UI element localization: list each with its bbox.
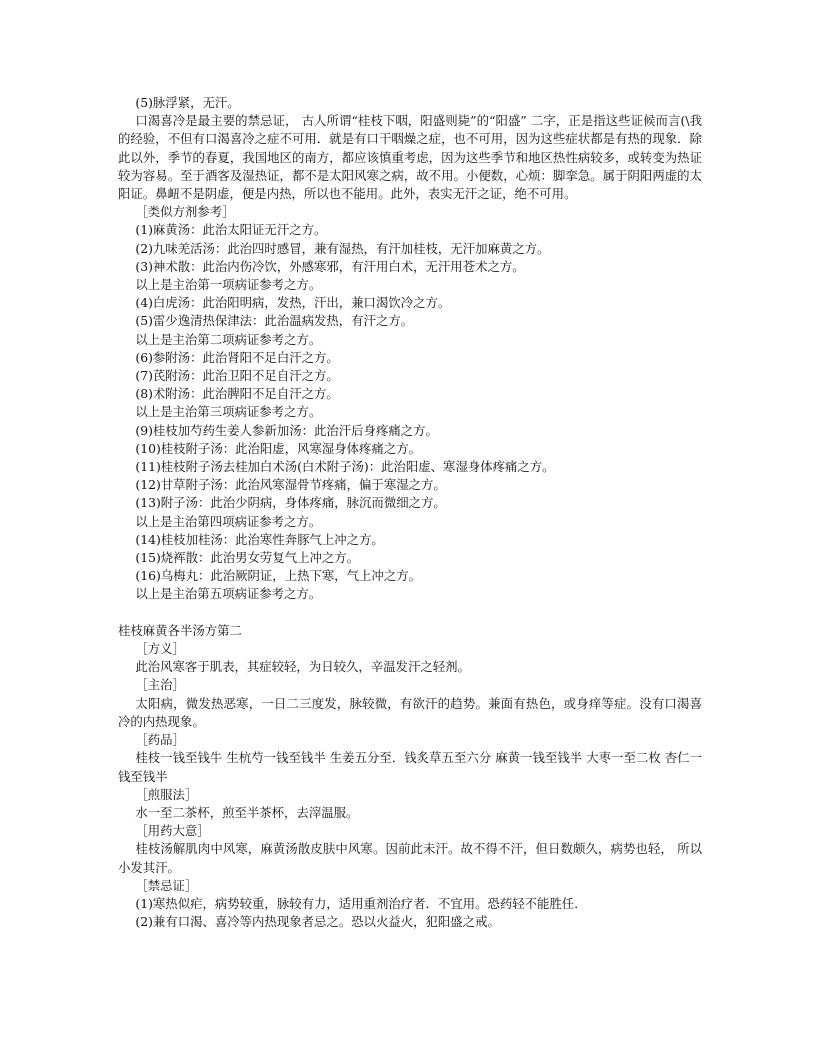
pulse-item: (5)脉浮紧，无汗。 [135, 95, 240, 110]
jianfu-heading: ［煎服法］ [135, 786, 198, 802]
similar-formulas-heading: ［类似方剂参考］ [135, 204, 235, 220]
section-gap [118, 604, 702, 622]
ref-item: (2)九味羌活汤：此治四时感冒，兼有湿热，有汗加桂枝，无汗加麻黄之方。 [135, 240, 550, 256]
ref-item: (16)乌梅丸：此治厥阴证，上热下寒，气上冲之方。 [135, 568, 421, 584]
yongyao-text: 桂枝汤解肌肉中风寒，麻黄汤散皮肤中风寒。因前此未汗。故不得不汗，但日数颇久，病势也轻， 所以小发其汗。 [118, 841, 702, 875]
zhuzhi-heading: ［主治］ [135, 677, 185, 693]
ref-item: (12)甘草附子汤：此治风寒湿骨节疼痛，偏于寒湿之方。 [135, 477, 446, 493]
ref-summary: 以上是主治第一项病证参考之方。 [135, 277, 322, 293]
fangyi-heading: ［方义］ [135, 641, 185, 657]
ref-item: (15)烧裈散：此治男女劳复气上冲之方。 [135, 550, 360, 566]
ref-item: (8)术附汤：此治脾阳不足自汗之方。 [135, 386, 339, 402]
ref-summary: 以上是主治第四项病证参考之方。 [135, 513, 322, 529]
ref-item: (5)雷少逸清热保津法：此治温病发热，有汗之方。 [135, 313, 414, 329]
ref-item: (11)桂枝附子汤去桂加白术汤(白术附子汤)：此治阳虚、寒湿身体疼痛之方。 [135, 459, 555, 475]
document-page [118, 94, 702, 931]
fangyi-text: 此治风寒客于肌表，其症较轻，为日较久，辛温发汗之轻剂。 [135, 659, 470, 675]
zhuzhi-text: 太阳病，微发热恶寒，一日二三度发，脉较微，有欲汗的趋势。兼面有热色，或身痒等症。没有口渴喜冷的内热现象。 [118, 695, 702, 729]
ref-item: (6)参附汤：此治肾阳不足白汗之方。 [135, 349, 339, 365]
ref-summary: 以上是主治第二项病证参考之方。 [135, 331, 322, 347]
jianfu-text: 水一至二茶杯，煎至半茶杯，去滓温服。 [135, 804, 359, 820]
ref-item: (9)桂枝加芍药生姜人参新加汤：此治汗后身疼痛之方。 [135, 422, 438, 438]
ref-item: (10)桂枝附子汤：此治阳虚，风寒湿身体疼痛之方。 [135, 440, 421, 456]
ref-item: (1)麻黄汤：此治太阳证无汗之方。 [135, 222, 327, 238]
yaopin-text: 桂枝一钱至钱牛 生杭芍一钱至钱半 生姜五分至．钱炙草五至六分 麻黄一钱至钱半 大枣一至二枚 杏仁一钱至钱半 [118, 750, 702, 784]
ref-item: (13)附子汤：此治少阴病，身体疼痛，脉沉而微细之方。 [135, 495, 446, 511]
ref-item: (4)白虎汤：此治阳明病，发热，汗出，兼口渴饮冷之方。 [135, 295, 451, 311]
ref-summary: 以上是主治第三项病证参考之方。 [135, 404, 322, 420]
section-title: 桂枝麻黄各半汤方第二 [118, 622, 242, 638]
contraindication-paragraph: 口渴喜冷是最主要的禁忌证， 古人所谓“桂枝下咽，阳盛则毙”的“阳盛” 二字，正是指这些证候而言(\我的经验，不但有口渴喜冷之症不可用．就是有口干咽燥之症，也不可用，因为这些症状都是有热的现象．除此以外，季节的春夏，我国地区的南方，都应该慎重考虑，因为这些季节和地区热性病较多，或转变为热证较为容易。至于酒客及湿热证，都不是太阳风寒之病，故不用。小便数，心烦：脚挛急。属于阴阳两虚的太阳证。鼻衄不是阴虚，便是内热，所以也不能用。此外，表实无汗之证，绝不可用。 [118, 113, 702, 202]
ref-item: (3)神术散：此治内伤冷饮，外感寒邪，有汗用白术，无汗用苍术之方。 [135, 258, 525, 274]
jinji-item: (1)寒热似疟，病势较重，脉较有力，适用重剂治疗者．不宜用。恐药轻不能胜任． [135, 895, 587, 911]
jinji-item: (2)兼有口渴、喜冷等内热现象者忌之。恐以火益火，犯阳盛之戒。 [135, 914, 500, 930]
jinji-heading: ［禁忌证］ [135, 877, 198, 893]
ref-item: (7)芪附汤：此治卫阳不足自汗之方。 [135, 368, 339, 384]
yaopin-heading: ［药品］ [135, 732, 185, 748]
ref-item: (14)桂枝加桂汤：此治寒性奔豚气上冲之方。 [135, 531, 384, 547]
yongyao-heading: ［用药大意］ [135, 823, 210, 839]
ref-summary: 以上是主治第五项病证参考之方。 [135, 586, 322, 602]
